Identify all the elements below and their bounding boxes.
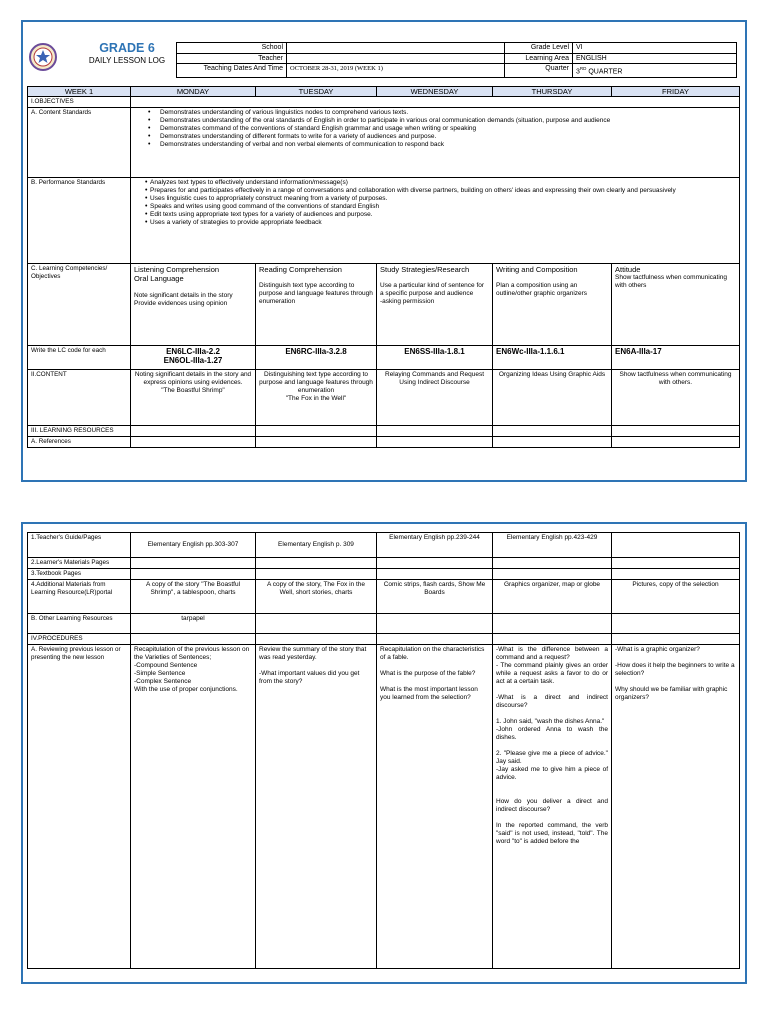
quarter-value	[573, 64, 737, 77]
learning-resources-label: III. LEARNING RESOURCES	[28, 426, 131, 437]
competency-body: Show tactfulness when communicating with others	[615, 274, 728, 289]
content-story: "The Fox in the Well"	[285, 395, 347, 402]
objectives-table	[27, 86, 740, 448]
competency-body: Use a particular kind of sentence for a specific purpose and audience	[380, 282, 485, 297]
list-item: • Uses a variety of strategies to provide appropriate feedback	[148, 219, 736, 227]
procedure-line: - The command plainly gives an order while a request asks a favor to do or act at a certain task.	[496, 662, 608, 685]
wednesday-header: WEDNESDAY	[377, 87, 493, 97]
school-value	[287, 43, 505, 54]
procedure-line	[496, 790, 608, 798]
list-item: • Analyzes text types to effectively understand information/message(s)	[148, 179, 736, 187]
procedure-line: -What is a graphic organizer?	[615, 646, 700, 653]
school-label: School	[177, 43, 287, 54]
lc-code-monday	[131, 346, 256, 370]
procedure-line: With the use of proper conjunctions.	[134, 686, 238, 693]
procedure-line: Recapitulation of the previous lesson on the Varieties of Sentences;	[134, 646, 250, 661]
procedure-line: 2. "Please give me a piece of advice." Jay said.	[496, 750, 608, 765]
header-info-table	[176, 42, 737, 78]
tg-monday: Elementary English pp.303-307	[131, 533, 256, 558]
friday-header: FRIDAY	[612, 87, 740, 97]
procedure-line	[496, 814, 608, 822]
procedure-line: -How does it help the beginners to write a selection?	[615, 662, 735, 677]
teaching-dates-label: Teaching Dates And Time	[177, 64, 287, 77]
list-item: • Edit texts using appropriate text types for a variety of audiences and purpose.	[148, 211, 736, 219]
content-thursday: Organizing Ideas Using Graphic Aids	[493, 370, 612, 426]
deped-seal-logo	[27, 42, 61, 74]
textbook-pages-label: 3.Textbook Pages	[28, 569, 131, 580]
procedure-line	[496, 782, 608, 790]
content-standards-label: A. Content Standards	[28, 108, 131, 178]
content-standards-list	[134, 109, 736, 149]
competency-monday	[131, 264, 256, 346]
tuesday-header: TUESDAY	[256, 87, 377, 97]
procedure-line: In the reported command, the verb "said" is not used, instead, "told". The word "to" is added before the	[496, 822, 608, 845]
content-tuesday	[256, 370, 377, 426]
monday-header: MONDAY	[131, 87, 256, 97]
competency-body: Distinguish text type according to purpose and language features through enumeration	[259, 282, 373, 305]
content-monday	[131, 370, 256, 426]
procedure-line: -What important values did you get from the story?	[259, 670, 360, 685]
procedure-line: What is the purpose of the fable?	[380, 670, 476, 677]
am-thursday: Graphics organizer, map or globe	[493, 580, 612, 614]
procedure-line	[380, 678, 489, 686]
thursday-header: THURSDAY	[493, 87, 612, 97]
list-item: • Demonstrates understanding of different formats to write for a variety of audiences and purpose.	[160, 133, 736, 141]
procedure-line: 1. John said, "wash the dishes Anna."	[496, 718, 605, 725]
procedure-line: What is the most important lesson you learned from the selection?	[380, 686, 478, 701]
am-tuesday: A copy of the story, The Fox in the Well, short stories, charts	[256, 580, 377, 614]
procedure-line	[380, 662, 489, 670]
procedures-label: IV.PROCEDURES	[28, 634, 131, 645]
lc-code: EN6OL-IIIa-1.27	[163, 356, 223, 365]
competency-body: Provide evidences using opinion	[134, 300, 228, 307]
additional-materials-label: 4.Additional Materials from Learning Resource(LR)portal	[28, 580, 131, 614]
list-item: • Speaks and writes using good command of the conventions of standard English	[148, 203, 736, 211]
review-tuesday	[256, 645, 377, 969]
other-resources-label: B. Other Learning Resources	[28, 614, 131, 634]
review-wednesday	[377, 645, 493, 969]
competency-title: Study Strategies/Research	[380, 265, 470, 274]
competency-title: Reading Comprehension	[259, 265, 342, 274]
procedure-line: -What is a direct and indirect discourse?	[496, 694, 608, 709]
content-text: Noting significant details in the story and express opinions using evidences.	[134, 371, 252, 386]
procedure-line: -Jay asked me to give him a piece of advice.	[496, 766, 608, 781]
competency-title: Oral Language	[134, 274, 184, 283]
content-story: "The Boastful Shrimp"	[161, 387, 225, 394]
competency-body: Note significant details in the story	[134, 292, 233, 299]
am-monday: A copy of the story "The Boastful Shrimp", a tablespoon, charts	[131, 580, 256, 614]
procedure-line	[615, 678, 736, 686]
other-monday: tarpapel	[131, 614, 256, 634]
competency-body: Plan a composition using an outline/other graphic organizers	[496, 282, 588, 297]
day-header-row	[28, 87, 740, 97]
competency-title: Listening Comprehension	[134, 265, 220, 274]
procedure-line: -Simple Sentence	[134, 670, 186, 677]
grade-title: GRADE 6	[99, 41, 155, 55]
am-friday: Pictures, copy of the selection	[612, 580, 740, 614]
grade-level-value: VI	[573, 43, 737, 54]
content-friday: Show tactfulness when communicating with others.	[612, 370, 740, 426]
daily-lesson-log-title: DAILY LESSON LOG	[88, 56, 166, 65]
procedure-line: -John ordered Anna to wash the dishes.	[496, 726, 608, 741]
resources-procedures-table	[27, 532, 740, 969]
list-item: • Demonstrates command of the conventions of standard English grammar and usage when writing or speaking	[160, 125, 736, 133]
procedure-line	[615, 654, 736, 662]
grade-level-label: Grade Level	[505, 43, 573, 54]
procedure-line	[496, 742, 608, 750]
quarter-number: 3	[576, 68, 580, 76]
procedure-line: Review the summary of the story that was read yesterday.	[259, 646, 367, 661]
competency-thursday	[493, 264, 612, 346]
content-text: Distinguishing text type according to purpose and language features through enumeration	[259, 371, 373, 394]
lc-code-friday: EN6A-IIIa-17	[612, 346, 740, 370]
procedure-line: -What is the difference between a command and a request?	[496, 646, 608, 661]
review-monday	[131, 645, 256, 969]
competency-title: Writing and Composition	[496, 265, 578, 274]
teacher-value	[287, 53, 505, 64]
teachers-guide-label: 1.Teacher's Guide/Pages	[28, 533, 131, 558]
competency-body: -asking permission	[380, 298, 435, 305]
procedure-line: How do you deliver a direct and indirect discourse?	[496, 798, 608, 813]
references-label: A. References	[28, 437, 131, 448]
competency-title: Attitude	[615, 265, 641, 274]
list-item: • Demonstrates understanding of verbal and non verbal elements of communication to respond back	[160, 141, 736, 149]
teacher-label: Teacher	[177, 53, 287, 64]
lc-code-thursday: EN6Wc-IIIa-1.1.6.1	[493, 346, 612, 370]
quarter-ordinal: RD	[579, 66, 587, 72]
competencies-label: C. Learning Competencies/ Objectives	[28, 264, 131, 346]
procedure-line: Why should we be familiar with graphic organizers?	[615, 686, 728, 701]
teaching-dates-value: OCTOBER 28-31, 2019 (WEEK 1)	[287, 64, 505, 77]
list-item: • Demonstrates understanding of various linguistics nodes to comprehend various texts.	[160, 109, 736, 117]
lesson-log-page-2	[21, 522, 747, 984]
list-item: • Prepares for and participates effectively in a range of conversations and collaboration with diverse partners, building on others' ideas and expressing their own clearly and persuasively	[148, 187, 736, 195]
tg-wednesday: Elementary English pp.239-244	[377, 533, 493, 558]
procedure-line	[496, 710, 608, 718]
quarter-word: QUARTER	[586, 68, 623, 76]
review-thursday	[493, 645, 612, 969]
learning-area-label: Learning Area	[505, 53, 573, 64]
tg-tuesday: Elementary English p. 309	[256, 533, 377, 558]
review-friday	[612, 645, 740, 969]
lc-code: EN6LC-IIIa-2.2	[166, 347, 220, 356]
procedure-line: -Complex Sentence	[134, 678, 192, 685]
competency-tuesday	[256, 264, 377, 346]
lc-code-label: Write the LC code for each	[28, 346, 131, 370]
lesson-log-page-1	[21, 20, 747, 482]
procedure-line	[496, 686, 608, 694]
lc-code-wednesday: EN6SS-IIIa-1.8.1	[377, 346, 493, 370]
week-header: WEEK 1	[28, 87, 131, 97]
learners-materials-label: 2.Learner's Materials Pages	[28, 558, 131, 569]
performance-standards-list	[134, 179, 736, 227]
reviewing-lesson-label: A. Reviewing previous lesson or presenting the new lesson	[28, 645, 131, 969]
list-item: • Demonstrates understanding of the oral standards of English in order to participate in various oral communication demands (situation, purpose and audience	[160, 117, 736, 125]
procedure-line	[259, 662, 373, 670]
lc-code-tuesday: EN6RC-IIIa-3.2.8	[256, 346, 377, 370]
tg-thursday: Elementary English pp.423-429	[493, 533, 612, 558]
content-wednesday: Relaying Commands and Request Using Indirect Discourse	[377, 370, 493, 426]
objectives-label: I.OBJECTIVES	[28, 97, 131, 108]
performance-standards-label: B. Performance Standards	[28, 178, 131, 264]
procedure-line: Recapitulation on the characteristics of a fable.	[380, 646, 485, 661]
am-wednesday: Comic strips, flash cards, Show Me Boards	[377, 580, 493, 614]
competency-wednesday	[377, 264, 493, 346]
learning-area-value: ENGLISH	[573, 53, 737, 64]
list-item: • Uses linguistic cues to appropriately construct meaning from a variety of purposes.	[148, 195, 736, 203]
quarter-label: Quarter	[505, 64, 573, 77]
procedure-line: -Compound Sentence	[134, 662, 198, 669]
content-label: II.CONTENT	[28, 370, 131, 426]
competency-friday	[612, 264, 740, 346]
